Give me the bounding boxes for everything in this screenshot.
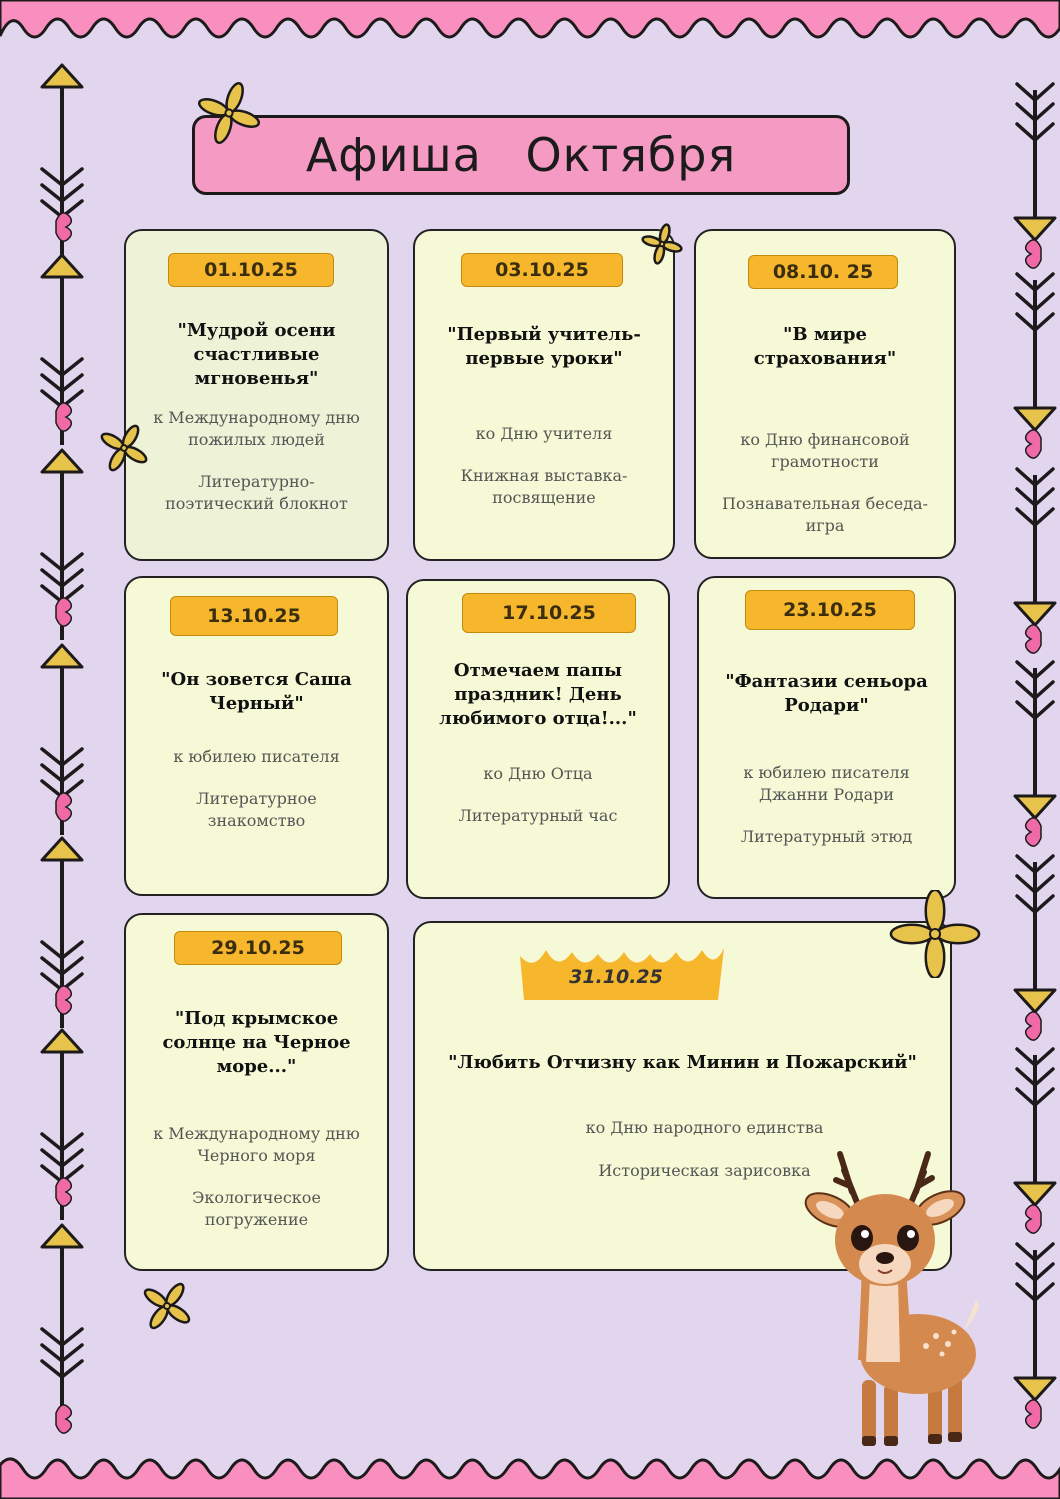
event-format: Литературный час: [458, 806, 618, 825]
event-occasion: к юбилею писателя: [173, 747, 340, 766]
event-format: Экологическое погружение: [192, 1188, 321, 1229]
event-occasion: ко Дню финансовой грамотности: [740, 430, 910, 471]
event-card-2: [413, 229, 675, 561]
event-card-7: [124, 913, 389, 1271]
flower-icon: [888, 890, 982, 978]
event-date: 17.10.25: [462, 593, 636, 633]
flower-icon: [640, 222, 684, 266]
event-title: "Под крымское солнце на Черное море...": [162, 1008, 351, 1077]
event-title: Отмечаем папы праздник! День любимого отца!...": [439, 660, 637, 729]
event-format: Книжная выставка-посвящение: [460, 466, 628, 507]
event-format: Литературно-поэтический блокнот: [165, 472, 348, 513]
event-title: "В мире страхования": [753, 324, 897, 369]
event-format: Познавательная беседа-игра: [722, 494, 928, 535]
event-date: 23.10.25: [745, 590, 915, 630]
event-format: Литературный этюд: [740, 827, 913, 846]
event-occasion: ко Дню учителя: [475, 424, 613, 443]
event-date: 31.10.25: [569, 966, 663, 988]
event-occasion: к Международному дню пожилых людей: [153, 408, 360, 449]
event-card-5: [406, 579, 670, 899]
event-title: "Мудрой осени счастливые мгновенья": [177, 320, 336, 389]
event-date: 01.10.25: [168, 253, 334, 287]
left-arrow-decoration: [20, 50, 110, 1450]
event-card-3: [694, 229, 956, 559]
flower-icon: [192, 80, 266, 146]
event-title: "Любить Отчизну как Минин и Пожарский": [448, 1052, 917, 1073]
event-date: 13.10.25: [170, 596, 338, 636]
top-wave-border: [0, 0, 1060, 52]
event-title: "Фантазии сеньора Родари": [725, 671, 928, 716]
right-arrow-decoration: [990, 50, 1060, 1450]
event-card-1: [124, 229, 389, 561]
event-occasion: ко Дню народного единства: [585, 1118, 824, 1137]
event-occasion: к юбилею писателя Джанни Родари: [743, 763, 910, 804]
deer-illustration: [800, 1140, 990, 1460]
event-occasion: к Международному дню Черного моря: [153, 1124, 360, 1165]
event-title: "Первый учитель- первые уроки": [447, 324, 641, 369]
event-title: "Он зовется Саша Черный": [161, 669, 352, 714]
event-occasion: ко Дню Отца: [483, 764, 593, 783]
event-date: 03.10.25: [461, 253, 623, 287]
event-date: 29.10.25: [174, 931, 342, 965]
event-card-6: [697, 576, 956, 899]
page-title: Афиша Октября: [305, 128, 737, 182]
title-banner: [192, 115, 850, 195]
event-card-4: [124, 576, 389, 896]
event-format: Историческая зарисовка: [598, 1161, 811, 1180]
flower-icon: [96, 420, 152, 476]
event-date: 08.10. 25: [748, 255, 898, 289]
event-format: Литературное знакомство: [196, 789, 317, 830]
flower-icon: [138, 1278, 196, 1334]
